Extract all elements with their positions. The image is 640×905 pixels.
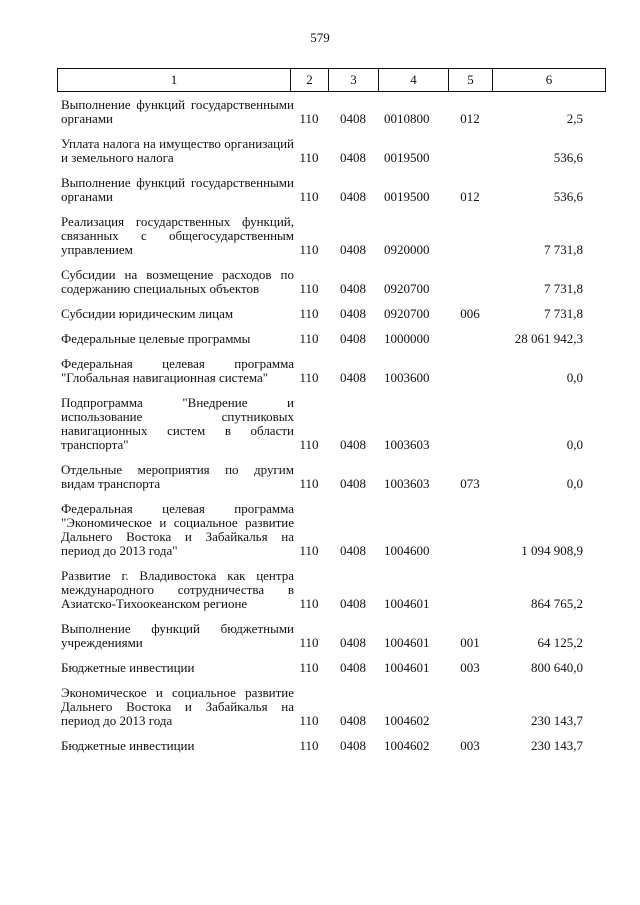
row-col-3: 0408 (340, 281, 366, 296)
row-col-4: 1004601 (384, 596, 430, 611)
row-col-3: 0408 (340, 713, 366, 728)
row-description: Выполнение функций бюджетными учреждениями (61, 621, 294, 650)
row-col-5: 001 (460, 635, 480, 650)
row-col-3: 0408 (340, 596, 366, 611)
row-col-6: 0,0 (566, 370, 583, 385)
row-col-6: 7 731,8 (544, 281, 583, 296)
header-col-1: 1 (58, 69, 291, 92)
header-col-5: 5 (449, 69, 493, 92)
row-description: Федеральная целевая программа "Экономическое и социальное развитие Дальнего Востока и Забайкалья на период до 2013 года" (61, 501, 294, 558)
row-col-4: 1000000 (384, 331, 430, 346)
row-col-6: 0,0 (566, 437, 583, 452)
row-col-6: 64 125,2 (537, 635, 583, 650)
header-row (58, 69, 606, 92)
row-col-2: 110 (299, 596, 319, 611)
table-row (57, 307, 605, 321)
row-col-4: 1004601 (384, 635, 430, 650)
row-description: Бюджетные инвестиции (61, 738, 195, 753)
row-col-4: 0019500 (384, 150, 430, 165)
page-number: 579 (310, 30, 330, 45)
row-col-6: 800 640,0 (531, 660, 583, 675)
row-col-4: 0920700 (384, 281, 430, 296)
row-col-3: 0408 (340, 437, 366, 452)
table-row (57, 332, 605, 346)
row-col-4: 1004602 (384, 738, 430, 753)
table-row (57, 686, 605, 728)
table-row (57, 569, 605, 611)
row-col-6: 230 143,7 (531, 738, 583, 753)
header-col-4: 4 (379, 69, 449, 92)
table-row (57, 176, 605, 204)
row-col-6: 536,6 (553, 189, 583, 204)
table-row (57, 98, 605, 126)
row-col-2: 110 (299, 331, 319, 346)
row-col-5: 006 (460, 306, 480, 321)
row-col-2: 110 (299, 660, 319, 675)
row-col-4: 1004602 (384, 713, 430, 728)
row-col-2: 110 (299, 476, 319, 491)
row-col-6: 536,6 (553, 150, 583, 165)
row-col-3: 0408 (340, 543, 366, 558)
row-col-2: 110 (299, 738, 319, 753)
row-col-3: 0408 (340, 738, 366, 753)
row-col-4: 0010800 (384, 111, 430, 126)
row-col-2: 110 (299, 111, 319, 126)
row-col-6: 230 143,7 (531, 713, 583, 728)
table-row (57, 396, 605, 452)
row-col-2: 110 (299, 370, 319, 385)
row-col-4: 0920700 (384, 306, 430, 321)
row-description: Субсидии на возмещение расходов по содержанию специальных объектов (61, 267, 294, 296)
row-col-2: 110 (299, 306, 319, 321)
table-row (57, 357, 605, 385)
row-col-2: 110 (299, 713, 319, 728)
row-description: Подпрограмма "Внедрение и использование спутниковых навигационных систем в области транспорта" (61, 395, 294, 452)
row-col-4: 1003600 (384, 370, 430, 385)
row-col-6: 7 731,8 (544, 242, 583, 257)
table-row (57, 137, 605, 165)
row-description: Реализация государственных функций, связанных с общегосударственным управлением (61, 214, 294, 257)
row-col-3: 0408 (340, 370, 366, 385)
row-col-6: 28 061 942,3 (514, 331, 583, 346)
row-col-2: 110 (299, 150, 319, 165)
row-col-5: 073 (460, 476, 480, 491)
row-col-5: 003 (460, 660, 480, 675)
row-description: Отдельные мероприятия по другим видам транспорта (61, 462, 294, 491)
row-description: Выполнение функций государственными органами (61, 97, 294, 126)
row-description: Субсидии юридическим лицам (61, 306, 234, 321)
row-col-4: 0920000 (384, 242, 430, 257)
row-col-3: 0408 (340, 306, 366, 321)
row-col-3: 0408 (340, 635, 366, 650)
row-col-4: 1003603 (384, 476, 430, 491)
row-col-3: 0408 (340, 189, 366, 204)
column-header-table (57, 68, 606, 92)
row-col-6: 2,5 (566, 111, 583, 126)
table-row (57, 502, 605, 558)
row-col-4: 1004601 (384, 660, 430, 675)
row-col-3: 0408 (340, 242, 366, 257)
row-col-2: 110 (299, 281, 319, 296)
table-row (57, 622, 605, 650)
row-col-5: 012 (460, 111, 480, 126)
row-col-2: 110 (299, 543, 319, 558)
row-col-6: 0,0 (566, 476, 583, 491)
row-description: Выполнение функций государственными органами (61, 175, 294, 204)
budget-rows (57, 96, 605, 753)
header-col-6: 6 (493, 69, 606, 92)
header-col-2: 2 (291, 69, 329, 92)
row-col-2: 110 (299, 189, 319, 204)
row-col-3: 0408 (340, 660, 366, 675)
row-col-3: 0408 (340, 150, 366, 165)
row-col-5: 003 (460, 738, 480, 753)
row-description: Федеральная целевая программа "Глобальная навигационная система" (61, 356, 294, 385)
row-col-4: 1003603 (384, 437, 430, 452)
table-row (57, 739, 605, 753)
row-col-3: 0408 (340, 331, 366, 346)
row-col-2: 110 (299, 635, 319, 650)
row-col-3: 0408 (340, 476, 366, 491)
row-col-6: 1 094 908,9 (521, 543, 583, 558)
row-description: Уплата налога на имущество организаций и земельного налога (61, 136, 294, 165)
row-col-4: 1004600 (384, 543, 430, 558)
table-row (57, 215, 605, 257)
table-row (57, 661, 605, 675)
row-description: Бюджетные инвестиции (61, 660, 195, 675)
row-col-4: 0019500 (384, 189, 430, 204)
row-col-2: 110 (299, 242, 319, 257)
row-col-6: 864 765,2 (531, 596, 583, 611)
header-col-3: 3 (329, 69, 379, 92)
row-col-5: 012 (460, 189, 480, 204)
row-col-2: 110 (299, 437, 319, 452)
row-col-3: 0408 (340, 111, 366, 126)
row-description: Развитие г. Владивостока как центра международного сотрудничества в Азиатско-Тихоокеанском регионе (61, 568, 294, 611)
table-row (57, 268, 605, 296)
table-row (57, 463, 605, 491)
row-description: Экономическое и социальное развитие Дальнего Востока и Забайкалья на период до 2013 года (61, 685, 294, 728)
row-description: Федеральные целевые программы (61, 331, 251, 346)
row-col-6: 7 731,8 (544, 306, 583, 321)
